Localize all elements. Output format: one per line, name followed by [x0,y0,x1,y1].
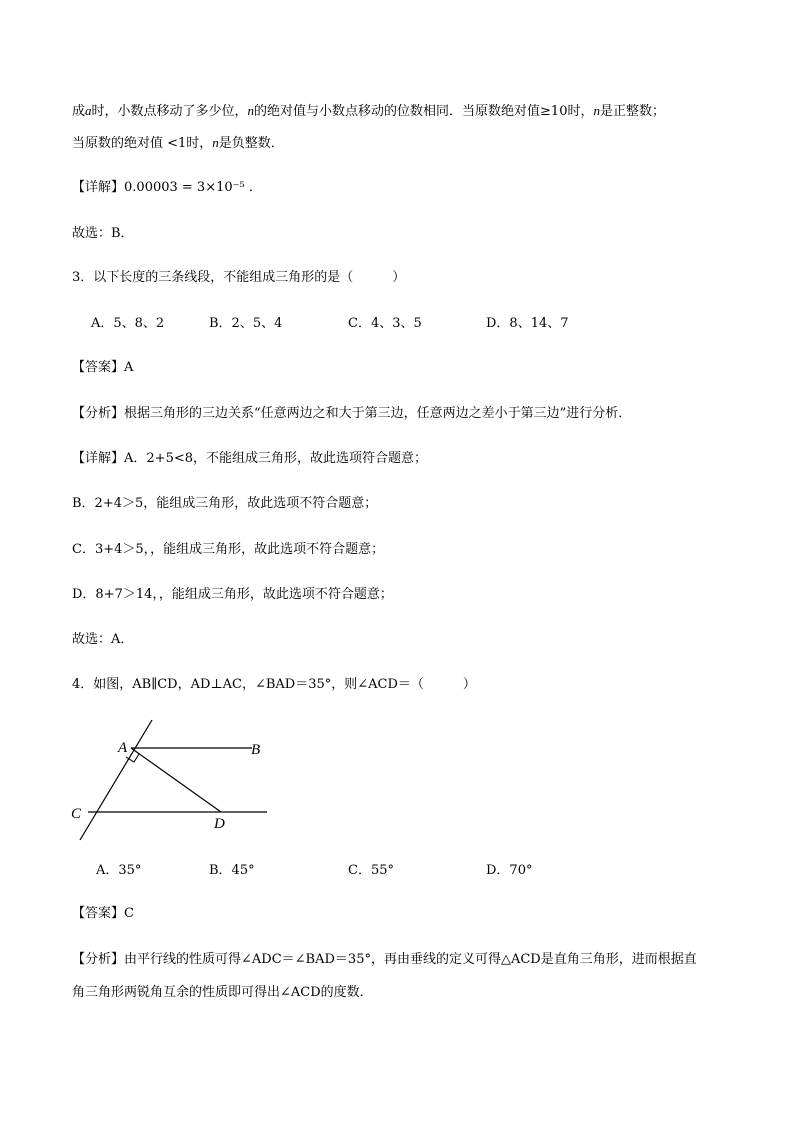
variable-a: a [85,103,92,118]
text-segment: 是负整数． [218,136,284,151]
q4-option-c: C．55° [348,863,394,878]
text-segment: 当原数的绝对值 <1时， [72,136,213,151]
text-segment: 的绝对值与小数点移动的位数相同．当原数绝对值≥10时， [254,104,594,119]
q3-choose: 故选：A． [72,632,134,647]
label-c: C [71,806,82,822]
detail-expression: 0.00003 = 3×10⁻⁵ ． [124,180,262,195]
q3-option-b: B．2、5、4 [209,316,283,331]
analysis-text: 根据三角形的三边关系“任意两边之和大于第三边，任意两边之差小于第三边”进行分析． [124,406,632,421]
label-d: D [214,816,225,832]
geometry-figure [60,712,280,842]
text-segment: 成 [72,104,86,119]
question-3-stem: 3．以下长度的三条线段，不能组成三角形的是（ ） [72,270,406,285]
q3-answer [72,359,133,377]
analysis-label: 【分析】 [72,952,125,967]
q4-analysis [72,951,697,969]
answer-value: A [124,360,134,375]
variable-n: n [593,103,600,118]
variable-n: n [247,103,255,118]
q3-detail-line: B．2+4＞5，能组成三角形，故此选项不符合题意； [72,496,378,511]
detail-label: 【详解】 [72,451,125,466]
text-segment: 时，小数点移动了多少位， [91,104,248,119]
q4-option-a: A．35° [96,863,142,878]
text-segment: 是正整数； [599,104,665,119]
text-line [72,134,284,153]
detail-text: A．2+5<8，不能组成三角形，故此选项符合题意； [124,451,428,466]
q3-detail-line: C．3+4＞5，，能组成三角形，故此选项不符合题意； [72,542,385,557]
answer-label: 【答案】 [72,360,125,375]
q3-detail-line: D．8+7＞14，，能组成三角形，故此选项不符合题意； [72,587,393,602]
line-ac [80,720,152,840]
q3-detail-line [72,450,427,468]
analysis-text: 由平行线的性质可得∠ADC＝∠BAD＝35°，再由垂线的定义可得△ACD是直角三角形，进而根据直 [124,952,697,967]
q4-option-d: D．70° [486,863,533,878]
text-line [72,102,665,121]
analysis-label: 【分析】 [72,406,125,421]
q3-option-d: D．8、14、7 [486,316,569,331]
q4-answer [72,905,134,923]
q3-option-c: C．4、3、5 [348,316,422,331]
answer-value: C [124,906,134,921]
answer-label: 【答案】 [72,906,125,921]
variable-n: n [212,135,219,150]
label-b: B [251,742,261,758]
q4-analysis-line: 角三角形两锐角互余的性质即可得出∠ACD的度数． [72,985,373,1000]
label-a: A [118,740,128,756]
detail-line [72,179,262,197]
q3-option-a: A．5、8、2 [91,316,165,331]
q3-analysis [72,405,631,423]
choose-line: 故选：B． [72,226,134,241]
detail-label: 【详解】 [72,180,125,195]
line-ad [131,748,221,812]
q4-option-b: B．45° [209,863,255,878]
question-4-stem: 4．如图，AB∥CD，AD⊥AC，∠BAD＝35°，则∠ACD＝（ ） [72,677,476,692]
